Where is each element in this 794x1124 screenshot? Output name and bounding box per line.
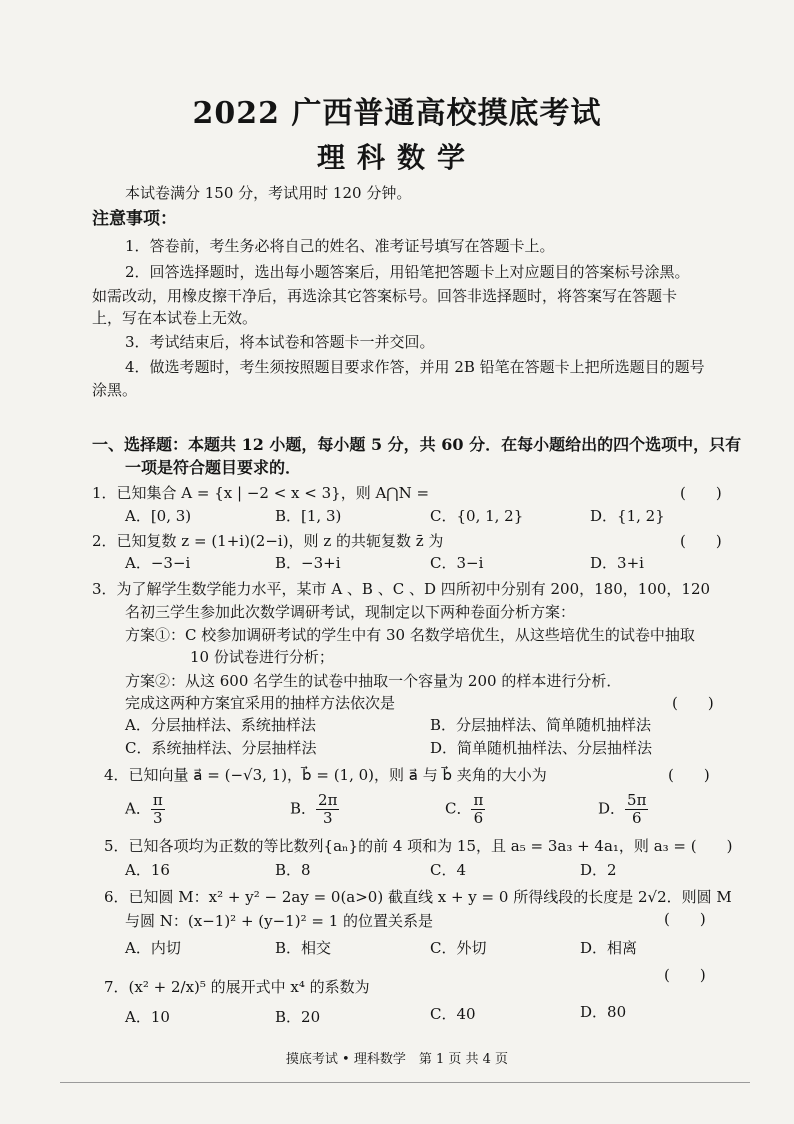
notice-item-2-line-3: 上，写在本试卷上无效。	[92, 309, 258, 327]
section-1-line-2: 一项是符合题目要求的．	[125, 458, 302, 477]
question-1-stem: 1．已知集合 A = {x | −2 < x < 3}，则 A⋂N =	[92, 484, 430, 502]
question-3-option-c: C．系统抽样法、分层抽样法	[125, 739, 317, 757]
question-3-option-a: A．分层抽样法、系统抽样法	[125, 716, 316, 734]
notice-item-2-line-1: 2．回答选择题时，选出每小题答案后，用铅笔把答题卡上对应题目的答案标号涂黑。	[125, 263, 690, 281]
option-a-label: A．	[125, 799, 151, 818]
question-3-option-d: D．简单随机抽样法、分层抽样法	[430, 739, 653, 757]
question-1-option-c: C．{0, 1, 2}	[430, 507, 524, 525]
question-3-line-4: 10 份试卷进行分析；	[190, 648, 334, 666]
fraction-5pi-over-6: $\frac{5\pi}{6}$	[627, 791, 647, 827]
question-2-answer-blank: ( )	[680, 532, 722, 550]
question-4-answer-blank: ( )	[668, 766, 710, 784]
exam-subject: 理科数学	[316, 141, 477, 174]
notice-item-3: 3．考试结束后，将本试卷和答题卡一并交回。	[125, 333, 435, 351]
question-6-option-d: D．相离	[580, 939, 638, 957]
question-7-answer-blank: ( )	[664, 966, 706, 984]
fraction-2pi-over-3: $\frac{2\pi}{3}$	[318, 791, 338, 827]
question-7-option-b: B．20	[275, 1008, 321, 1026]
intro-text: 本试卷满分 150 分，考试用时 120 分钟。	[125, 184, 412, 202]
section-1-line-1: 一、选择题：本题共 12 小题，每小题 5 分，共 60 分．在每小题给出的四个选项中，只有	[92, 435, 742, 454]
question-1-option-d: D．{1, 2}	[590, 507, 665, 525]
option-d-label: D．	[598, 799, 626, 818]
question-5-option-a: A．16	[125, 861, 170, 879]
question-7-option-a: A．10	[125, 1008, 170, 1026]
notice-item-1: 1．答卷前，考生务必将自己的姓名、准考证号填写在答题卡上。	[125, 237, 555, 255]
fraction-pi-over-6: $\frac{\pi}{6}$	[473, 791, 484, 827]
question-6-option-a: A．内切	[125, 939, 181, 957]
question-3-line-6: 完成这两种方案宜采用的抽样方法依次是	[125, 694, 396, 712]
exam-title: 2022 广西普通高校摸底考试	[192, 96, 602, 131]
question-2-option-c: C．3−i	[430, 554, 484, 572]
question-7-option-c: C．40	[430, 1005, 476, 1023]
question-6-line-2: 与圆 N：(x−1)² + (y−1)² = 1 的位置关系是	[125, 912, 434, 930]
option-c-label: C．	[445, 799, 472, 818]
question-2-stem: 2．已知复数 z = (1+i)(2−i)，则 z 的共轭复数 z̄ 为	[92, 532, 444, 550]
question-3-line-2: 名初三学生参加此次数学调研考试，现制定以下两种卷面分析方案：	[125, 603, 576, 621]
question-4-option-b	[290, 792, 339, 827]
fraction-pi-over-3: $\frac{\pi}{3}$	[152, 791, 163, 827]
question-2-option-d: D．3+i	[590, 554, 644, 572]
option-b-label: B．	[290, 799, 317, 818]
question-5-option-c: C．4	[430, 861, 467, 879]
notice-item-4-line-1: 4．做选考题时，考生须按照题目要求作答，并用 2B 铅笔在答题卡上把所选题目的题号	[125, 358, 705, 376]
notice-heading: 注意事项：	[92, 209, 177, 229]
question-2-option-b: B．−3+i	[275, 554, 341, 572]
question-3-line-5: 方案②：从这 600 名学生的试卷中抽取一个容量为 200 的样本进行分析．	[125, 672, 622, 690]
notice-item-2-line-2: 如需改动，用橡皮擦干净后，再选涂其它答案标号。回答非选择题时，将答案写在答题卡	[92, 287, 678, 305]
question-5-option-d: D．2	[580, 861, 617, 879]
notice-item-4-line-2: 涂黑。	[92, 381, 138, 399]
question-3-option-b: B．分层抽样法、简单随机抽样法	[430, 716, 652, 734]
question-7-stem: 7．(x² + 2/x)⁵ 的展开式中 x⁴ 的系数为	[104, 978, 370, 996]
question-4-stem: 4．已知向量 a⃗ = (−√3, 1)，b⃗ = (1, 0)，则 a⃗ 与 b⃗ 夹角的大小为	[104, 766, 547, 784]
question-3-answer-blank: ( )	[672, 694, 714, 712]
question-5-stem: 5．已知各项均为正数的等比数列{aₙ}的前 4 项和为 15，且 a₅ = 3a₃ + 4a₁，则 a₃ = ( )	[104, 837, 733, 855]
question-3-line-3: 方案①：C 校参加调研考试的学生中有 30 名数学培优生，从这些培优生的试卷中抽取	[125, 626, 695, 644]
question-6-option-b: B．相交	[275, 939, 332, 957]
question-1-option-a: A．[0, 3)	[125, 507, 192, 525]
question-6-option-c: C．外切	[430, 939, 487, 957]
question-4-option-a	[125, 792, 165, 827]
question-4-option-d	[598, 792, 648, 827]
question-4-option-c	[445, 792, 485, 827]
question-2-option-a: A．−3−i	[125, 554, 191, 572]
question-3-line-1: 3．为了解学生数学能力水平，某市 A 、B 、C 、D 四所初中分别有 200，180，100，120	[92, 580, 711, 598]
page-footer: 摸底考试 • 理科数学 第 1 页 共 4 页	[285, 1052, 509, 1067]
question-7-option-d: D．80	[580, 1003, 627, 1021]
question-6-line-1: 6．已知圆 M：x² + y² − 2ay = 0(a>0) 截直线 x + y = 0 所得线段的长度是 2√2．则圆 M	[104, 888, 732, 906]
question-1-answer-blank: ( )	[680, 484, 722, 502]
question-6-answer-blank: ( )	[664, 910, 706, 928]
bottom-scan-line	[60, 1082, 750, 1083]
question-5-option-b: B．8	[275, 861, 311, 879]
question-1-option-b: B．[1, 3)	[275, 507, 342, 525]
